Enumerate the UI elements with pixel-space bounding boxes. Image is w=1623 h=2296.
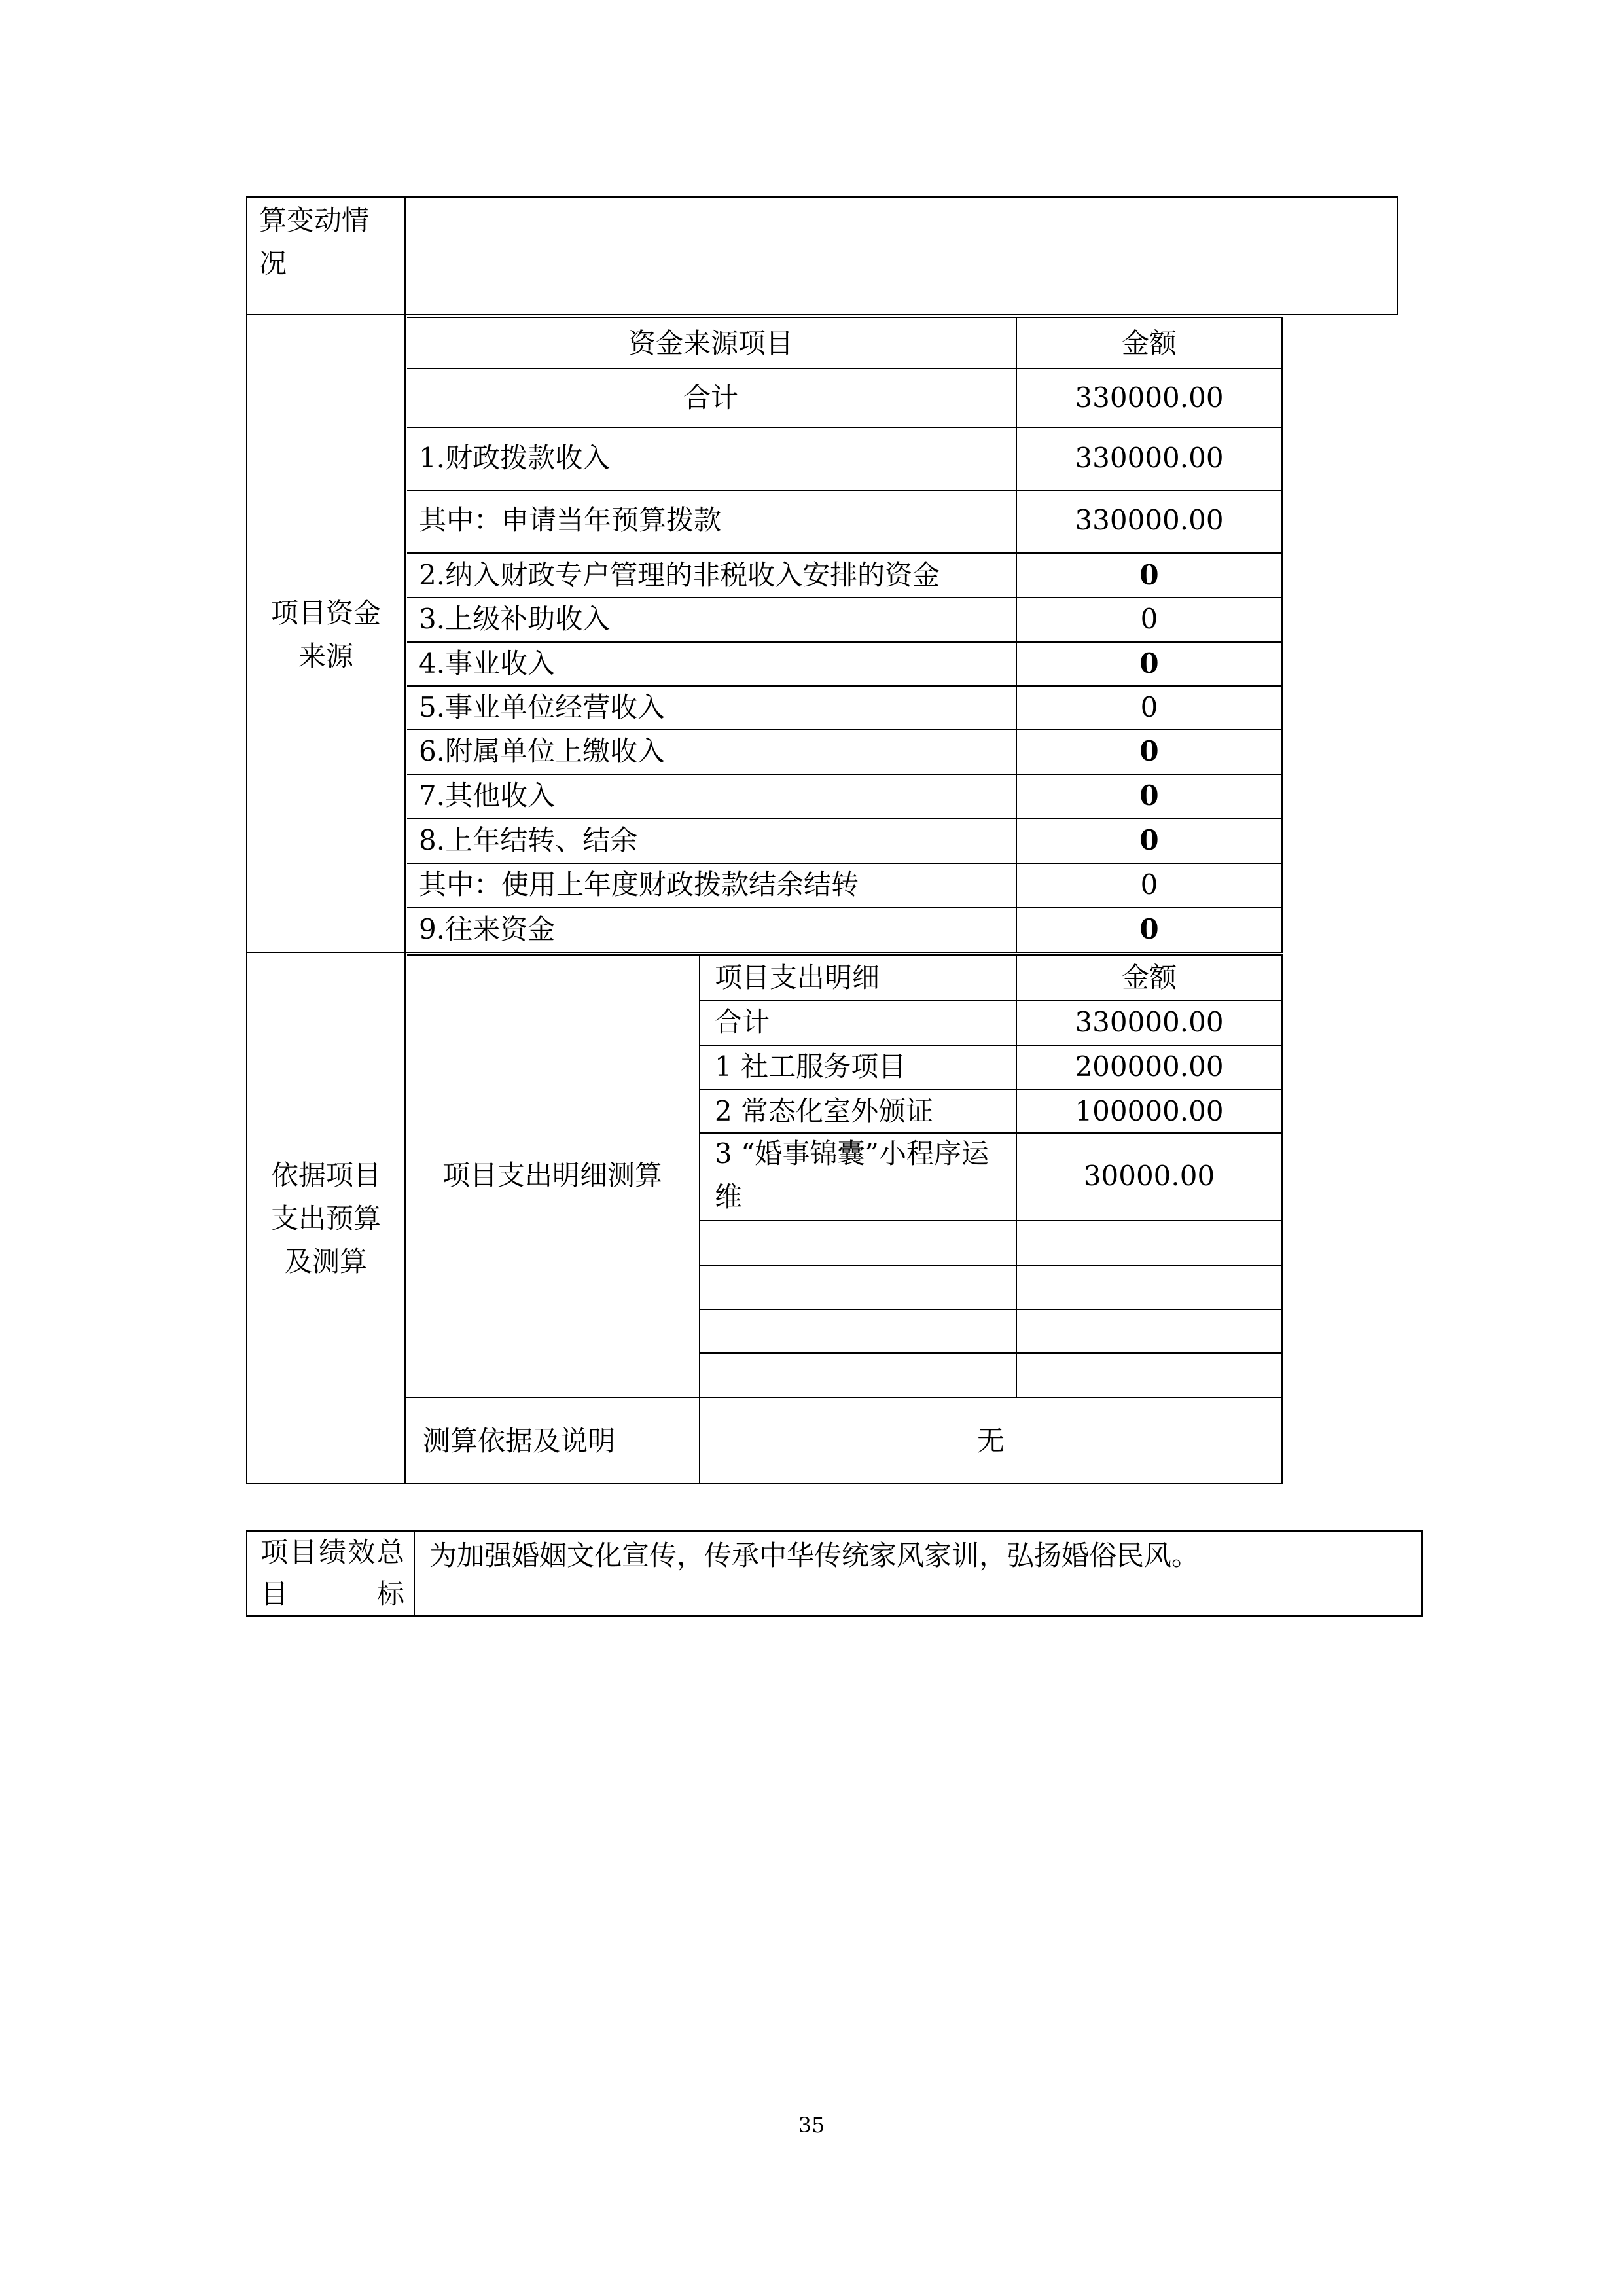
funding-row-amount: 330000.00 [1075,504,1224,536]
funding-row-line [407,427,1283,428]
budget-row-line [700,1220,1283,1221]
funding-row-amount: 0 [1139,913,1159,945]
budget-row-label: 2 常态化室外颁证 [715,1095,934,1127]
funding-row-line [407,368,1283,369]
budget-bottom-line [246,1483,1283,1484]
funding-row-amount: 0 [1139,780,1159,812]
budget-empty-row-line [700,1265,1283,1266]
funding-total-amount: 330000.00 [1075,382,1224,414]
funding-section-label: 项目资金来源 [270,597,381,672]
funding-top-line [407,317,1283,318]
funding-row-label: 7.其他收入 [419,780,556,812]
budget-row-amount: 330000.00 [1075,1006,1224,1038]
funding-row-label: 4.事业收入 [419,647,556,679]
budget-header-amount: 金额 [1121,961,1177,994]
budget-section-label: 依据项目支出预算及测算 [270,1159,381,1278]
funding-total-label: 合计 [683,382,738,414]
budget-detail-label: 项目支出明细测算 [442,1159,662,1191]
budget-detail-bottom-line [406,1397,1283,1398]
goal-label: 项目绩效总目标 [260,1536,404,1610]
funding-row-label: 6.附属单位上缴收入 [419,735,666,767]
budget-divider [404,952,406,1483]
top-section-label: 算变动情况 [259,204,370,279]
budget-row-amount: 200000.00 [1075,1050,1224,1083]
budget-top-line [407,954,1283,956]
funding-row-label: 2.纳入财政专户管理的非税收入安排的资金 [419,559,940,591]
funding-row-label: 其中：申请当年预算拨款 [419,504,722,536]
funding-row-amount: 0 [1140,869,1158,901]
funding-row-label: 1.财政拨款收入 [419,442,611,474]
funding-row-label: 9.往来资金 [419,913,556,945]
funding-row-amount: 0 [1139,559,1159,591]
funding-row-label: 3.上级补助收入 [419,603,611,635]
funding-row-line [407,490,1283,491]
funding-header-item: 资金来源项目 [628,327,793,359]
funding-right-border [1281,317,1283,952]
funding-row-amount: 0 [1139,824,1159,856]
budget-row-amount: 100000.00 [1075,1095,1224,1127]
funding-row-label: 其中：使用上年度财政拨款结余结转 [419,869,859,901]
budget-row-label: 合计 [715,1006,770,1038]
budget-inner-divider [699,954,700,1483]
funding-bottom-line [246,952,1283,953]
funding-header-amount: 金额 [1121,327,1177,359]
goal-text: 为加强婚姻文化宣传，传承中华传统家风家训，弘扬婚俗民风。 [429,1539,1200,1571]
funding-row-label: 5.事业单位经营收入 [419,691,666,723]
budget-right-border [1281,954,1283,1483]
funding-row-amount: 0 [1140,691,1158,723]
budget-left-border [246,952,247,1483]
budget-row-label: 3 “婚事锦囊”小程序运维 [715,1138,990,1213]
funding-row-amount: 0 [1139,647,1159,679]
funding-left-border [246,315,247,952]
page-number: 35 [798,2113,825,2138]
budget-empty-row-line [700,1352,1283,1354]
budget-basis-label: 测算依据及说明 [423,1425,616,1457]
budget-row-amount: 30000.00 [1083,1160,1215,1192]
top-section-divider [404,196,406,315]
funding-row-label: 8.上年结转、结余 [419,824,638,856]
budget-basis-value: 无 [976,1425,1005,1457]
funding-row-amount: 330000.00 [1075,442,1224,474]
budget-row-label: 1 社工服务项目 [715,1050,906,1083]
funding-row-amount: 0 [1140,603,1158,635]
budget-empty-row-line [700,1309,1283,1310]
budget-header-item: 项目支出明细 [715,961,880,994]
goal-divider [414,1530,415,1617]
top-section-box [246,196,1398,315]
funding-row-amount: 0 [1139,735,1159,767]
